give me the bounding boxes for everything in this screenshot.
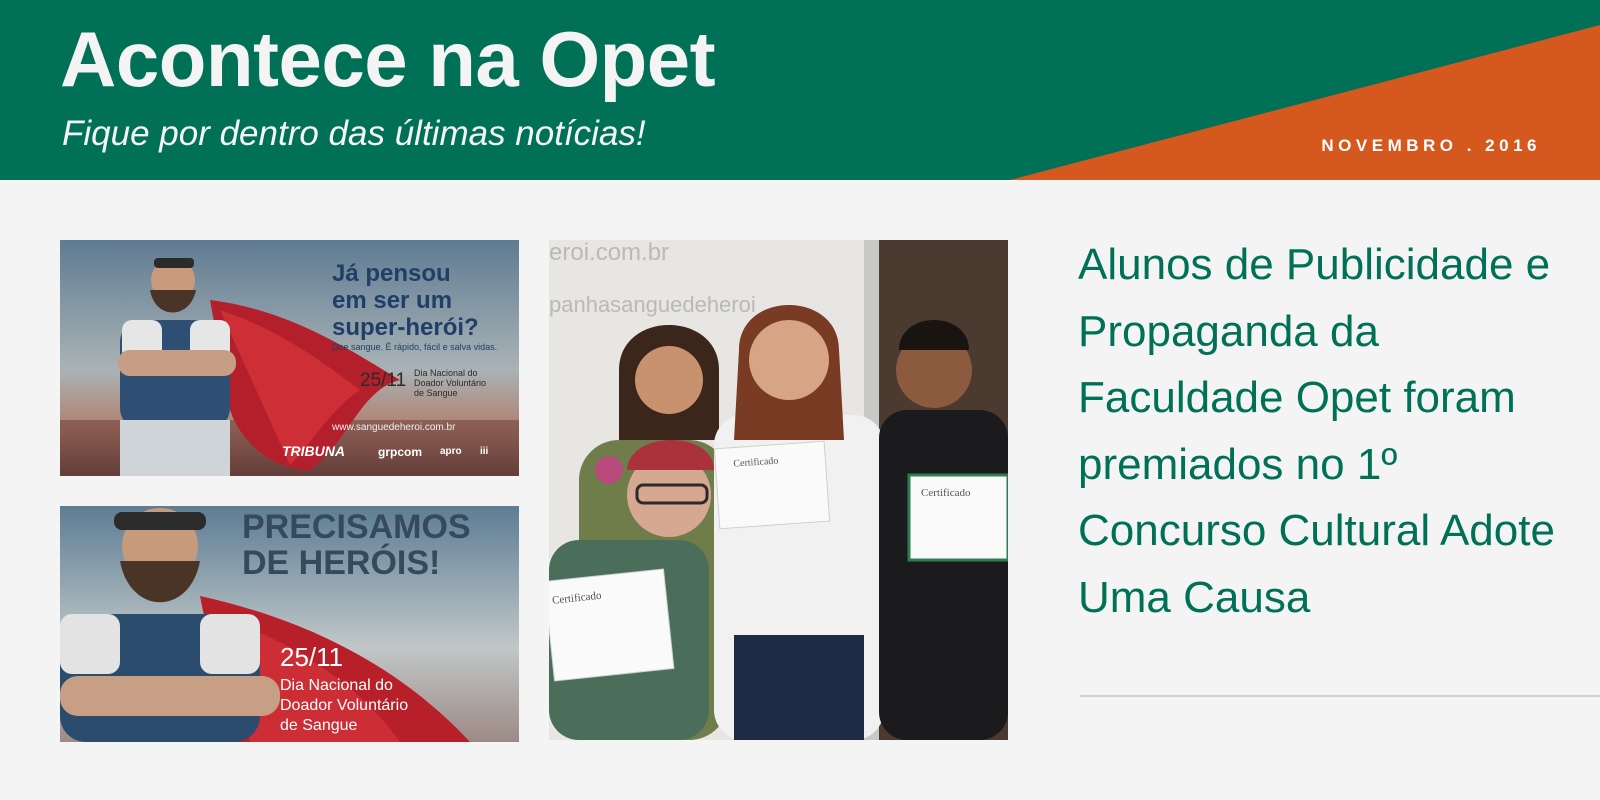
header-banner xyxy=(0,0,1600,180)
wall-text-url: eroi.com.br xyxy=(549,240,670,266)
banner-bottom-event-2: Doador Voluntário xyxy=(280,697,409,714)
campaign-banner-heroes-image xyxy=(60,506,519,742)
sponsor-apro: apro xyxy=(440,446,462,457)
sponsor-grpcom: grpcom xyxy=(378,445,423,459)
certificate-left-label: Certificado xyxy=(551,589,603,607)
banner-top-date: 25/11 xyxy=(360,370,407,391)
certificate-right-label: Certificado xyxy=(921,487,971,499)
section-divider xyxy=(1080,695,1600,697)
award-winners-photo-image xyxy=(549,240,1008,740)
banner-top-event-1: Dia Nacional do xyxy=(414,368,478,378)
certificate-left xyxy=(549,569,674,681)
banner-bottom-line1: PRECISAMOS xyxy=(242,508,471,546)
banner-top-url: www.sanguedeheroi.com.br xyxy=(332,422,456,433)
page-subtitle: Fique por dentro das últimas notícias! xyxy=(62,114,646,153)
banner-top-event-3: de Sangue xyxy=(414,388,458,398)
banner-bottom-line2: DE HERÓIS! xyxy=(242,544,441,582)
article-headline[interactable]: Alunos de Publicidade e Propaganda da Faculdade Opet foram premiados no 1º Concurso Cultural Adote Uma Causa xyxy=(1078,240,1555,622)
campaign-banner-heroes[interactable] xyxy=(60,506,519,742)
certificate-middle-label: Certificado xyxy=(733,455,779,470)
certificate-middle xyxy=(714,441,829,528)
banner-top-line3: super-herói? xyxy=(332,314,479,341)
award-winners-photo[interactable] xyxy=(549,240,1008,740)
campaign-banner-superhero-image xyxy=(60,240,519,476)
campaign-banner-superhero[interactable] xyxy=(60,240,519,476)
banner-bottom-event-1: Dia Nacional do xyxy=(280,677,393,694)
banner-bottom-event-3: de Sangue xyxy=(280,717,358,734)
sponsor-iii: iii xyxy=(480,446,489,457)
issue-date: NOVEMBRO . 2016 xyxy=(1321,136,1541,155)
banner-top-line2: em ser um xyxy=(332,287,453,314)
page-title: Acontece na Opet xyxy=(60,15,716,103)
wall-text-campaign: panhasanguedeheroi xyxy=(549,292,756,317)
banner-top-event-2: Doador Voluntário xyxy=(414,378,487,388)
banner-top-tagline: Doe sangue. É rápido, fácil e salva vidas. xyxy=(332,342,498,352)
certificate-right xyxy=(909,475,1008,560)
banner-bottom-date: 25/11 xyxy=(280,642,344,672)
sponsor-tribuna: TRIBUNA xyxy=(282,443,345,459)
banner-top-line1: Já pensou xyxy=(332,260,451,287)
